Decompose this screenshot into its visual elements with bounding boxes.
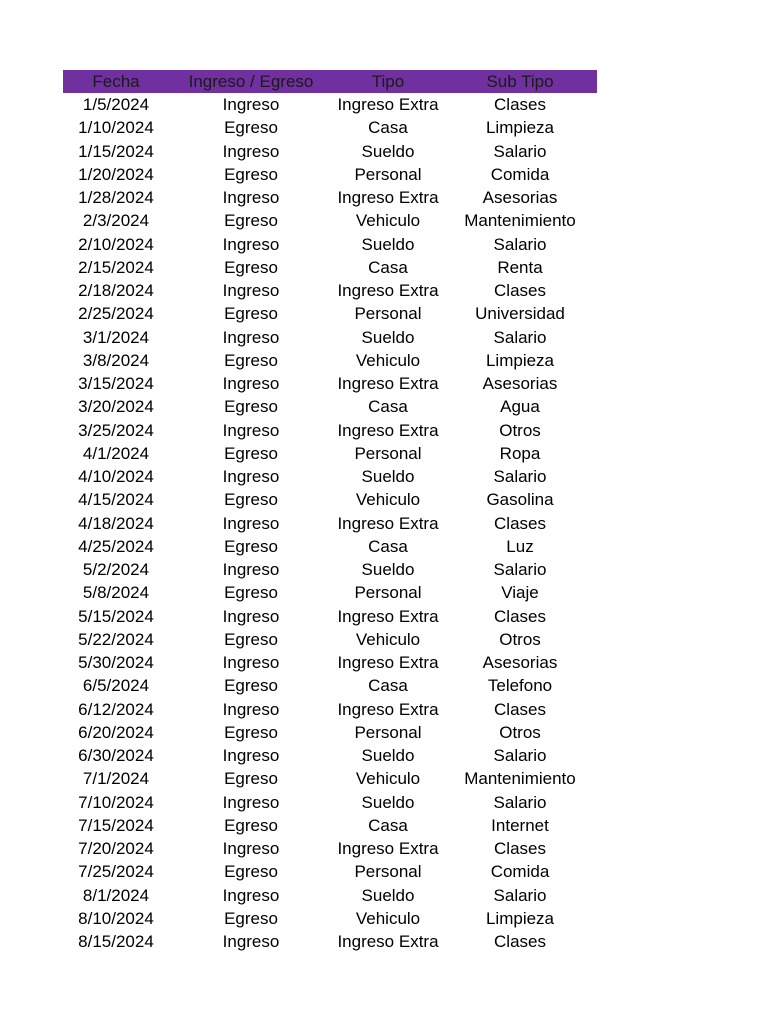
subcategory-cell: Mantenimiento [464, 211, 576, 231]
date-cell: 8/15/2024 [78, 932, 154, 951]
table-row [63, 349, 597, 372]
type-cell: Ingreso [222, 560, 280, 579]
subcategory-cell: Ropa [499, 443, 541, 463]
category-cell: Sueldo [361, 885, 415, 905]
date-cell: 2/25/2024 [78, 304, 154, 324]
subcategory-cell: Universidad [475, 304, 565, 324]
category-cell: Casa [368, 815, 408, 835]
category-cell: Ingreso Extra [337, 606, 439, 626]
subcategory-cell: Gasolina [486, 490, 554, 510]
category-cell: Personal [354, 862, 422, 882]
type-cell: Ingreso [222, 746, 280, 765]
subcategory-cell: Clases [494, 699, 546, 719]
date-cell: 7/15/2024 [78, 815, 154, 835]
table-row [63, 279, 597, 302]
subcategory-cell: Salario [493, 467, 547, 486]
category-cell: Personal [354, 443, 422, 463]
date-cell: 4/1/2024 [82, 443, 150, 463]
category-cell: Ingreso Extra [337, 932, 439, 951]
date-cell: 7/25/2024 [78, 862, 154, 882]
table-row [63, 721, 597, 744]
category-cell: Sueldo [361, 467, 415, 486]
type-cell: Ingreso [222, 141, 280, 161]
subcategory-cell: Clases [494, 606, 546, 626]
date-cell: 5/15/2024 [78, 606, 154, 626]
subcategory-cell: Limpieza [485, 118, 555, 138]
subcategory-cell: Salario [493, 560, 547, 579]
subcategory-cell: Limpieza [485, 908, 555, 928]
subcategory-cell: Telefono [487, 676, 553, 696]
table-row [63, 488, 597, 511]
type-cell: Egreso [224, 211, 278, 231]
table-row [63, 233, 597, 256]
table-row [63, 744, 597, 767]
category-cell: Ingreso Extra [337, 281, 439, 300]
table-body [63, 93, 597, 953]
category-cell: Sueldo [361, 234, 415, 254]
date-cell: 2/10/2024 [78, 234, 154, 254]
category-cell: Sueldo [361, 141, 415, 161]
subcategory-cell: Comida [490, 164, 550, 184]
category-cell: Casa [368, 118, 408, 138]
date-cell: 3/8/2024 [82, 350, 150, 370]
subcategory-cell: Clases [494, 513, 546, 533]
subcategory-cell: Otros [499, 420, 541, 440]
table-row [63, 326, 597, 349]
category-cell: Ingreso Extra [337, 839, 439, 858]
subcategory-cell: Asesorias [482, 653, 558, 672]
date-cell: 7/1/2024 [82, 769, 150, 789]
subcategory-cell: Salario [493, 141, 547, 161]
type-cell: Ingreso [222, 95, 280, 114]
type-cell: Egreso [224, 350, 278, 370]
date-cell: 1/28/2024 [78, 188, 154, 207]
category-cell: Vehiculo [355, 211, 421, 231]
type-cell: Ingreso [222, 699, 280, 719]
date-cell: 3/20/2024 [78, 397, 154, 417]
type-cell: Ingreso [222, 281, 280, 300]
table-row [63, 814, 597, 837]
category-cell: Vehiculo [355, 769, 421, 789]
date-cell: 8/10/2024 [78, 908, 154, 928]
subcategory-cell: Otros [499, 629, 541, 649]
date-cell: 5/2/2024 [82, 560, 150, 579]
type-cell: Egreso [224, 443, 278, 463]
date-cell: 1/5/2024 [82, 95, 150, 114]
category-cell: Vehiculo [355, 490, 421, 510]
date-cell: 7/20/2024 [78, 839, 154, 858]
table-header [63, 70, 597, 93]
category-cell: Sueldo [361, 327, 415, 347]
table-row [63, 651, 597, 674]
category-cell: Ingreso Extra [337, 699, 439, 719]
date-cell: 4/15/2024 [78, 490, 154, 510]
table-row [63, 209, 597, 232]
table-row [63, 558, 597, 581]
category-cell: Vehiculo [355, 350, 421, 370]
date-cell: 6/5/2024 [82, 676, 150, 696]
subcategory-cell: Renta [497, 257, 543, 277]
type-cell: Egreso [224, 536, 278, 556]
subcategory-cell: Otros [499, 722, 541, 742]
type-cell: Ingreso [222, 653, 280, 672]
date-cell: 8/1/2024 [82, 885, 150, 905]
type-cell: Ingreso [222, 839, 280, 858]
table-row [63, 163, 597, 186]
date-cell: 6/12/2024 [78, 699, 154, 719]
subcategory-cell: Mantenimiento [464, 769, 576, 789]
type-cell: Ingreso [222, 327, 280, 347]
date-cell: 5/30/2024 [78, 653, 154, 672]
subcategory-cell: Salario [493, 885, 547, 905]
type-cell: Ingreso [222, 467, 280, 486]
transactions-table [63, 70, 597, 953]
subcategory-cell: Comida [490, 862, 550, 882]
category-cell: Sueldo [361, 560, 415, 579]
table-row [63, 930, 597, 953]
table-row [63, 512, 597, 535]
type-cell: Egreso [224, 908, 278, 928]
date-cell: 3/15/2024 [78, 374, 154, 393]
subcategory-cell: Salario [493, 792, 547, 812]
table-row [63, 581, 597, 604]
type-cell: Egreso [224, 164, 278, 184]
type-cell: Egreso [224, 583, 278, 603]
type-cell: Egreso [224, 257, 278, 277]
date-cell: 6/30/2024 [78, 746, 154, 765]
table-row [63, 837, 597, 860]
category-cell: Ingreso Extra [337, 374, 439, 393]
table-row [63, 860, 597, 883]
column-header-ingreso-egreso: Ingreso / Egreso [169, 70, 333, 93]
date-cell: 5/22/2024 [78, 629, 154, 649]
subcategory-cell: Agua [500, 397, 540, 417]
type-cell: Ingreso [222, 792, 280, 812]
date-cell: 7/10/2024 [78, 792, 154, 812]
type-cell: Ingreso [222, 932, 280, 951]
category-cell: Casa [368, 676, 408, 696]
type-cell: Egreso [224, 815, 278, 835]
table-row [63, 907, 597, 930]
category-cell: Sueldo [361, 746, 415, 765]
table-row [63, 674, 597, 697]
category-cell: Sueldo [361, 792, 415, 812]
subcategory-cell: Salario [493, 327, 547, 347]
date-cell: 6/20/2024 [78, 722, 154, 742]
type-cell: Egreso [224, 769, 278, 789]
type-cell: Egreso [224, 722, 278, 742]
table-row [63, 372, 597, 395]
type-cell: Egreso [224, 629, 278, 649]
date-cell: 3/25/2024 [78, 420, 154, 440]
date-cell: 2/15/2024 [78, 257, 154, 277]
column-header-sub-tipo: Sub Tipo [443, 70, 597, 93]
table-row [63, 465, 597, 488]
type-cell: Egreso [224, 397, 278, 417]
type-cell: Egreso [224, 118, 278, 138]
table-row [63, 442, 597, 465]
date-cell: 5/8/2024 [82, 583, 150, 603]
type-cell: Ingreso [222, 606, 280, 626]
subcategory-cell: Viaje [501, 583, 539, 603]
type-cell: Egreso [224, 676, 278, 696]
category-cell: Personal [354, 164, 422, 184]
category-cell: Casa [368, 397, 408, 417]
category-cell: Casa [368, 536, 408, 556]
table-row [63, 628, 597, 651]
category-cell: Vehiculo [355, 629, 421, 649]
category-cell: Ingreso Extra [337, 95, 439, 114]
date-cell: 4/10/2024 [78, 467, 154, 486]
table-row [63, 791, 597, 814]
category-cell: Personal [354, 583, 422, 603]
table-row [63, 256, 597, 279]
table-row [63, 395, 597, 418]
table-row [63, 698, 597, 721]
table-row [63, 186, 597, 209]
date-cell: 4/25/2024 [78, 536, 154, 556]
date-cell: 1/20/2024 [78, 164, 154, 184]
date-cell: 1/15/2024 [78, 141, 154, 161]
table-row [63, 605, 597, 628]
subcategory-cell: Luz [506, 536, 534, 556]
type-cell: Ingreso [222, 234, 280, 254]
date-cell: 4/18/2024 [78, 513, 154, 533]
subcategory-cell: Salario [493, 746, 547, 765]
table-row [63, 302, 597, 325]
category-cell: Ingreso Extra [337, 653, 439, 672]
date-cell: 3/1/2024 [82, 327, 150, 347]
type-cell: Egreso [224, 304, 278, 324]
subcategory-cell: Clases [494, 839, 546, 858]
column-header-tipo: Tipo [333, 70, 443, 93]
table-row [63, 767, 597, 790]
type-cell: Ingreso [222, 188, 280, 207]
date-cell: 1/10/2024 [78, 118, 154, 138]
table-row [63, 116, 597, 139]
table-row [63, 535, 597, 558]
subcategory-cell: Limpieza [485, 350, 555, 370]
type-cell: Ingreso [222, 420, 280, 440]
date-cell: 2/18/2024 [78, 281, 154, 300]
subcategory-cell: Clases [494, 95, 546, 114]
subcategory-cell: Asesorias [482, 188, 558, 207]
date-cell: 2/3/2024 [82, 211, 150, 231]
category-cell: Ingreso Extra [337, 188, 439, 207]
subcategory-cell: Salario [493, 234, 547, 254]
category-cell: Vehiculo [355, 908, 421, 928]
subcategory-cell: Clases [494, 932, 546, 951]
category-cell: Personal [354, 304, 422, 324]
table-row [63, 884, 597, 907]
category-cell: Ingreso Extra [337, 420, 439, 440]
category-cell: Ingreso Extra [337, 513, 439, 533]
category-cell: Casa [368, 257, 408, 277]
type-cell: Ingreso [222, 885, 280, 905]
subcategory-cell: Clases [494, 281, 546, 300]
table-row [63, 140, 597, 163]
type-cell: Ingreso [222, 513, 280, 533]
type-cell: Egreso [224, 862, 278, 882]
category-cell: Personal [354, 722, 422, 742]
subcategory-cell: Asesorias [482, 374, 558, 393]
column-header-fecha: Fecha [63, 70, 169, 93]
subcategory-cell: Internet [491, 815, 549, 835]
table-row [63, 93, 597, 116]
type-cell: Ingreso [222, 374, 280, 393]
type-cell: Egreso [224, 490, 278, 510]
header-row [63, 70, 597, 93]
table-row [63, 419, 597, 442]
